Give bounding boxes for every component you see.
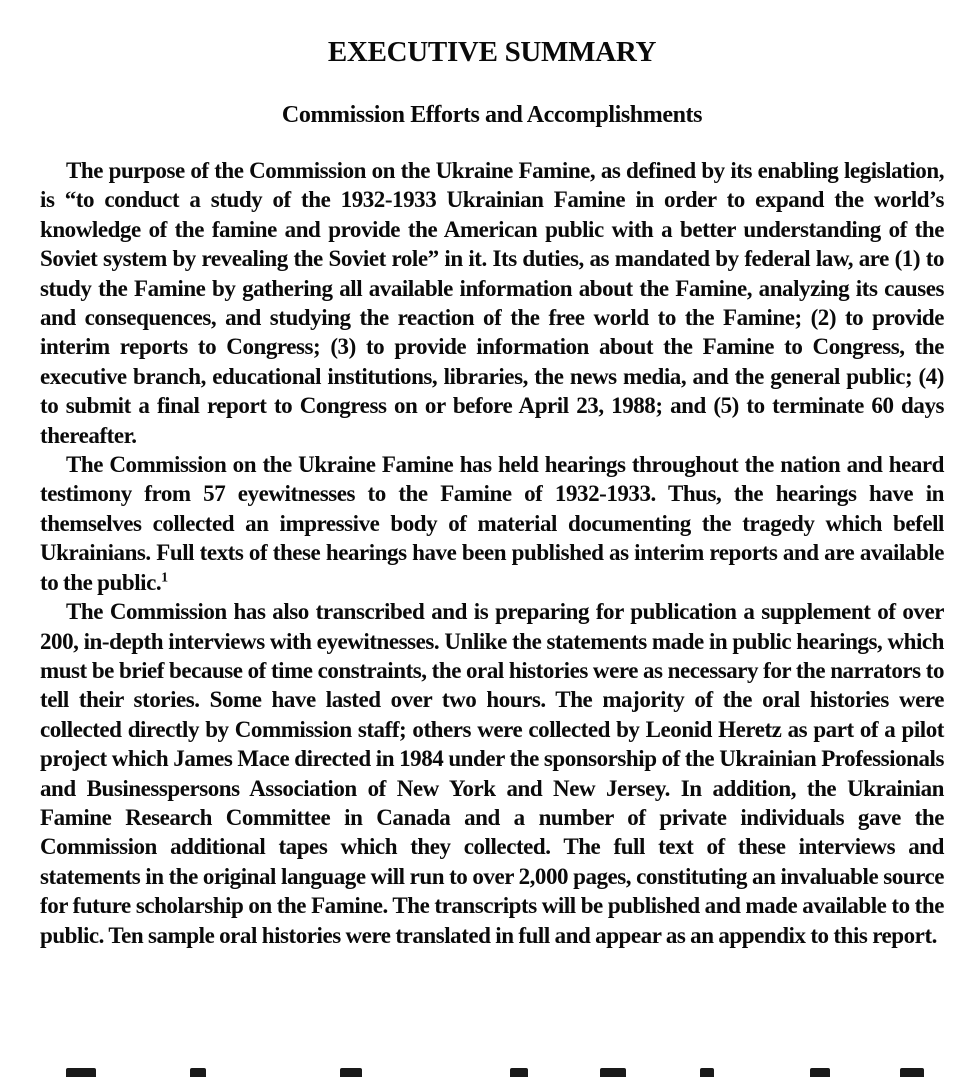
paragraph-purpose [40,156,944,450]
cut-off-glyph [510,1068,528,1077]
cut-off-glyph [900,1068,924,1077]
cut-off-glyph [340,1068,362,1077]
cut-off-glyph [66,1068,96,1077]
paragraph-purpose-text: The purpose of the Commission on the Ukraine Famine, as defined by its enabling legislation, is “to conduct a study of the 1932-1933 Ukrainian Famine in order to expand the world’s knowledge of the famine and provide the American public with a better understanding of the Soviet system by revealing the Soviet role” in it. Its duties, as mandated by federal law, are (1) to study the Famine by gathering all available information about the Famine, analyzing its causes and consequences, and studying the reaction of the free world to the Famine; (2) to provide interim reports to Congress; (3) to provide information about the Famine to Congress, the executive branch, educational institutions, libraries, the news media, and the general public; (4) to submit a final report to Congress on or before April 23, 1988; and (5) to terminate 60 days thereafter. [40,158,944,448]
cut-off-glyph [700,1068,714,1077]
paragraph-oral-histories [40,597,944,950]
document-title: EXECUTIVE SUMMARY [327,36,657,68]
paragraph-oral-histories-text: The Commission has also transcribed and is preparing for publication a supplement of over 200, in-depth interviews with eyewitnesses. Unlike the statements made in public hearings, which must be brief because of time constraints, the oral histories were as necessary for the narrators to tell their stories. Some have lasted over two hours. The majority of the oral histories were collected directly by Commission staff; others were collected by Leonid Heretz as part of a pilot project which James Mace directed in 1984 under the sponsorship of the Ukrainian Professionals and Businesspersons Association of New York and New Jersey. In addition, the Ukrainian Famine Research Committee in Canada and a number of private individuals gave the Commission additional tapes which they collected. The full text of these interviews and statements in the original language will run to over 2,000 pages, constituting an invaluable source for future scholarship on the Famine. The transcripts will be published and made available to the public. Ten sample oral histories were translated in full and appear as an appendix to this report. [40,599,944,948]
section-subtitle: Commission Efforts and Accomplishments [281,102,703,128]
cut-off-glyph [600,1068,626,1077]
cut-off-next-line [40,1068,944,1080]
paragraph-hearings-text: The Commission on the Ukraine Famine has held hearings throughout the nation and heard testimony from 57 eyewitnesses to the Famine of 1932-1933. Thus, the hearings have in themselves collected an impressive body of material documenting the tragedy which befell Ukrainians. Full texts of these hearings have been published as interim reports and are available to the public. [40,452,944,595]
footnote-marker: 1 [161,570,168,586]
document-page [40,34,944,950]
cut-off-glyph [190,1068,206,1077]
cut-off-glyph [810,1068,830,1077]
paragraph-hearings [40,450,944,597]
